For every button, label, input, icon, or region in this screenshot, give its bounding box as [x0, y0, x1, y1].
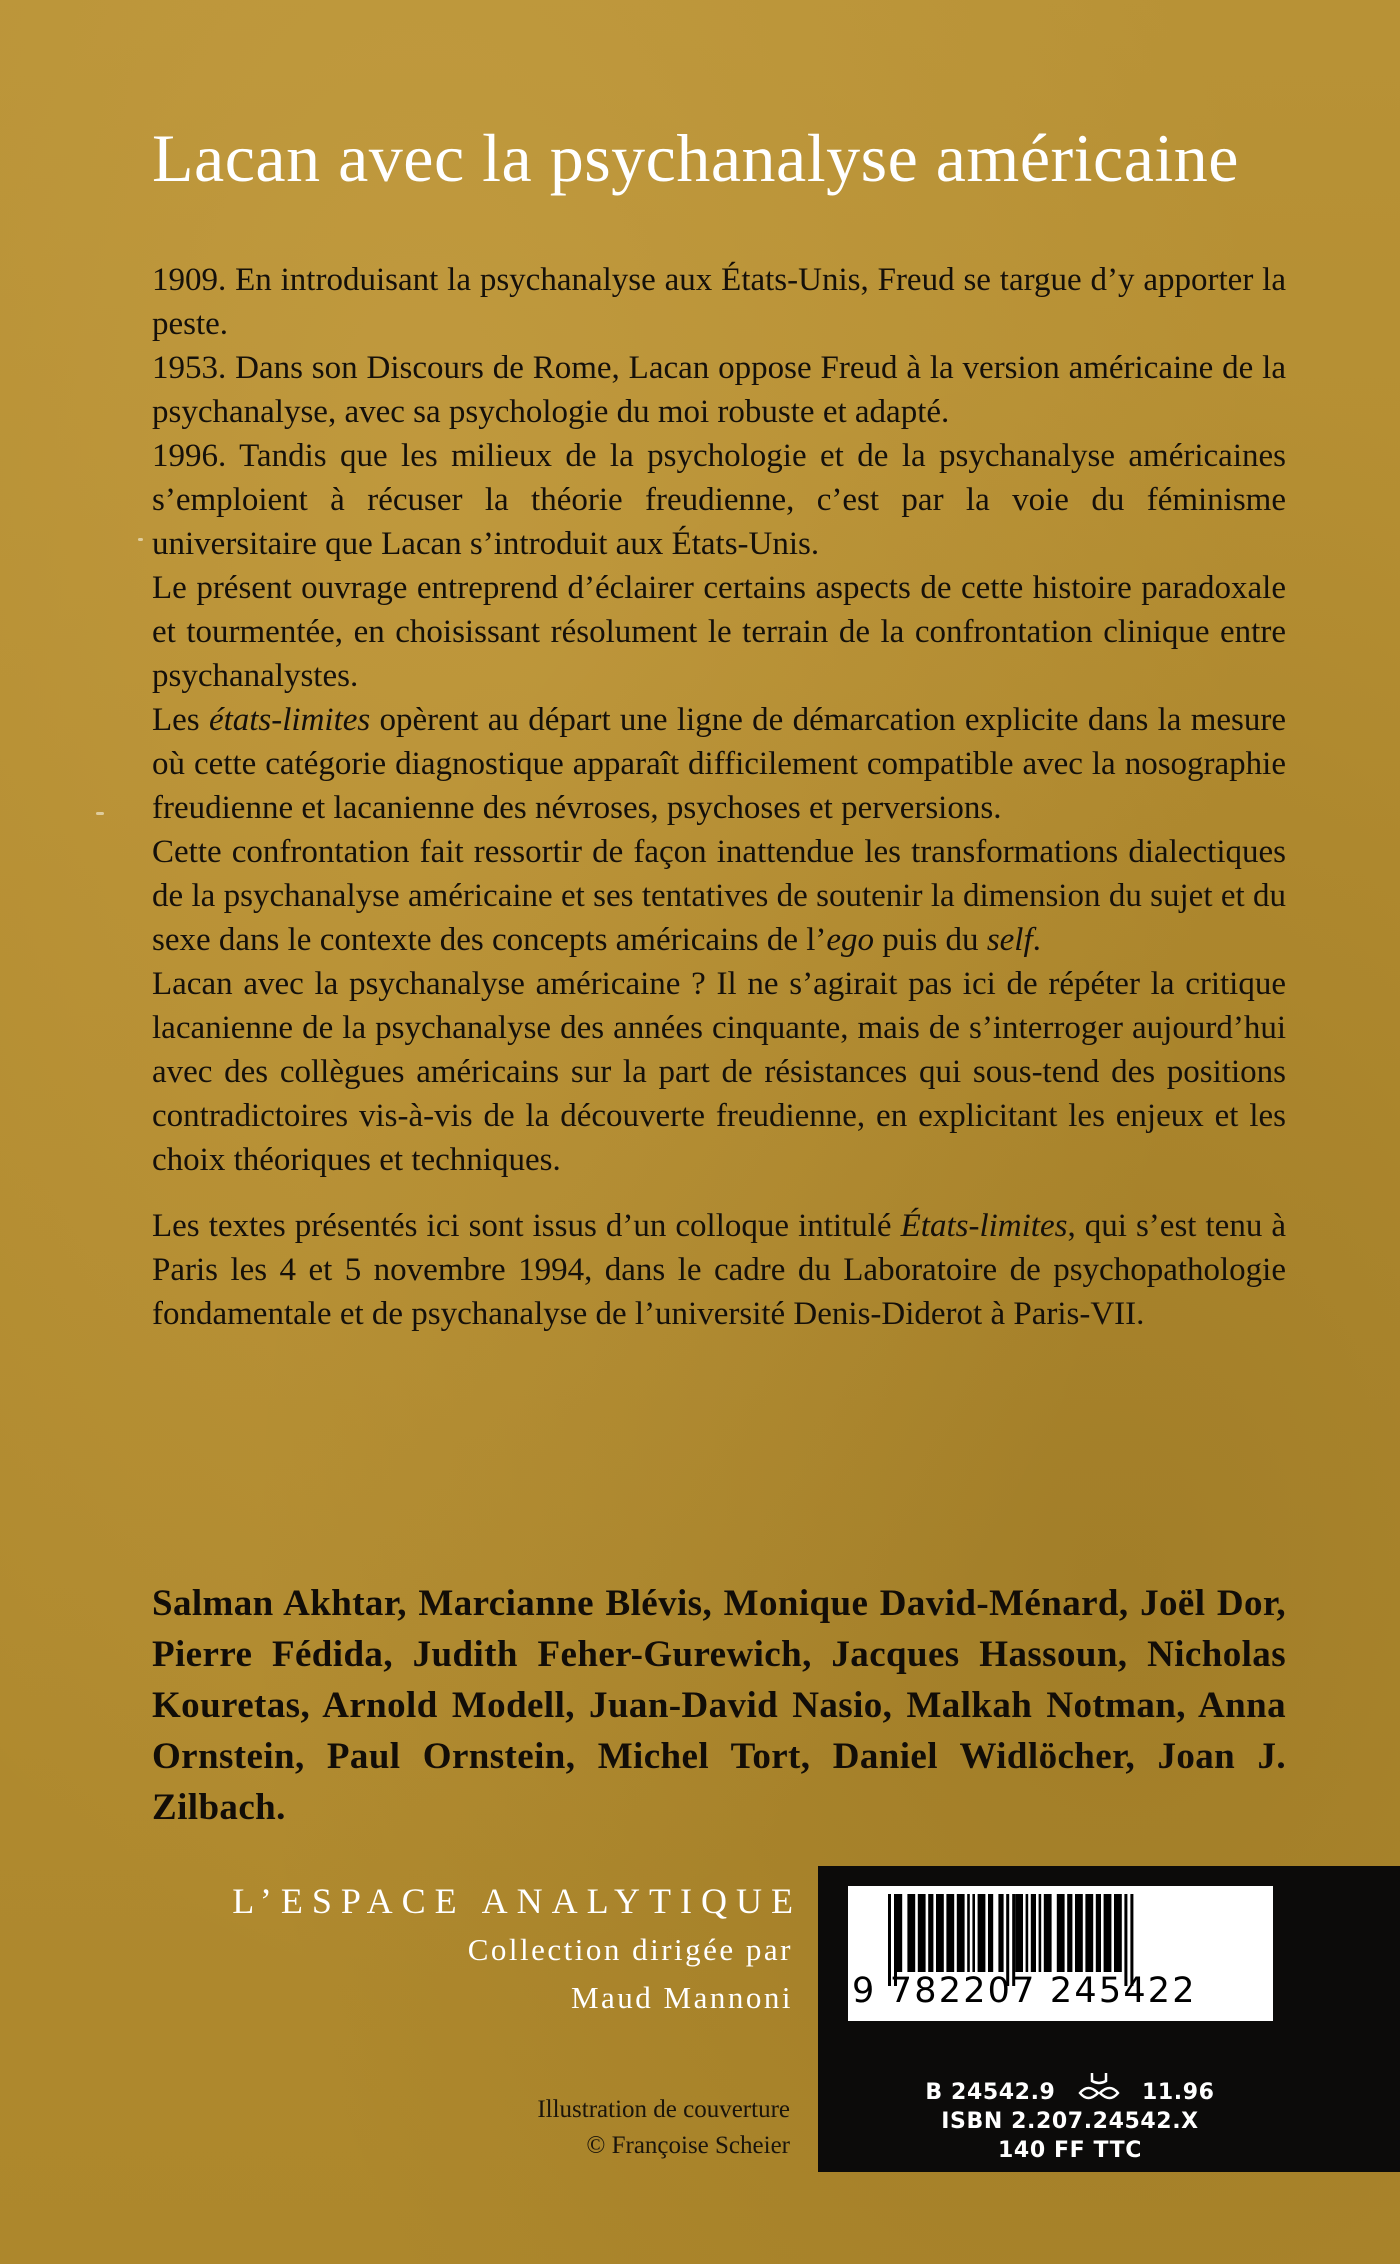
barcode-panel [848, 1886, 1273, 2021]
barcode-digits: 9 782207 245422 [852, 1971, 1197, 2011]
paper-speck [138, 538, 143, 541]
barcode-bar [957, 1894, 965, 1972]
publisher-logo-icon [1074, 2071, 1124, 2107]
paragraph-colloque: Les textes présentés ici sont issus d’un colloque intitulé États-limites, qui s’est tenu à Paris les 4 et 5 novembre 1994, dans le cadre du Laboratoire de psychopathologie fondamentale et de psychanalyse de l’université Denis-Diderot à Paris-VII. [152, 1208, 1287, 1332]
paragraph-present-work: Le présent ouvrage entreprend d’éclairer certains aspects de cette histoire paradoxale et tourmentée, en choisissant résolument le terrain de la confrontation clinique entre psychanalystes. [152, 570, 1286, 694]
barcode-bar [988, 1894, 993, 1972]
barcode-bar [1044, 1894, 1052, 1972]
barcode-bar [1026, 1894, 1029, 1972]
paper-speck [96, 812, 104, 815]
barcode-bar [1067, 1894, 1072, 1972]
paragraph-1953: 1953. Dans son Discours de Rome, Lacan oppose Freud à la version américaine de la psychanalyse, avec sa psychologie du moi robuste et adapté. [152, 350, 1286, 430]
barcode-bar [936, 1894, 944, 1972]
book-title: Lacan avec la psychanalyse américaine [152, 120, 1239, 196]
barcode-bar [1057, 1894, 1065, 1972]
barcode-bar [972, 1894, 975, 1972]
barcode-bar [1015, 1894, 1023, 1972]
barcode-bar [907, 1894, 915, 1972]
paragraph-1909: 1909. En introduisant la psychanalyse aux États-Unis, Freud se targue d’y apporter la peste. [152, 262, 1286, 342]
paragraph-confrontation: Cette confrontation fait ressortir de façon inattendue les transformations dialectiques de la psychanalyse américaine et ses tentatives de soutenir la dimension du sujet et du sexe dans le contexte des concepts américains de l’ego puis du self. [152, 834, 1286, 958]
date-code: 11.96 [1141, 2080, 1215, 2105]
series-name: L’ESPACE ANALYTIQUE [232, 1881, 802, 1921]
series-block [232, 1876, 802, 2022]
barcode-bar [928, 1894, 933, 1972]
barcode-bar [978, 1894, 986, 1972]
paragraph-etats-limites: Les états-limites opèrent au départ une ligne de démarcation explicite dans la mesure où cette catégorie diagnostique apparaît difficilement compatible avec la nosographie freudienne et lacanienne des névroses, psychoses et perversions. [152, 702, 1286, 826]
barcode-bar [918, 1894, 926, 1972]
paragraph-1996: 1996. Tandis que les milieux de la psychologie et de la psychanalyse américaines s’emploient à récuser la théorie freudienne, c’est par la voie du féminisme universitaire que Lacan s’introduit aux États-Unis. [152, 438, 1286, 562]
barcode-bar [1075, 1894, 1083, 1972]
blurb-text [152, 258, 1286, 1336]
barcode-bar [967, 1894, 970, 1972]
barcode-box [818, 1866, 1400, 2172]
credit-artist: © Françoise Scheier [586, 2132, 790, 2159]
ref-code: B 24542.9 [925, 2080, 1056, 2105]
series-director-label: Collection dirigée par [467, 1932, 793, 1967]
barcode-bar [998, 1894, 1003, 1972]
barcode-bar [897, 1894, 902, 1972]
barcode-bar [1085, 1894, 1093, 1972]
paragraph-question: Lacan avec la psychanalyse américaine ? Il ne s’agirait pas ici de répéter la critique lacanienne de la psychanalyse des années cinquante, mais de s’interroger aujourd’hui avec des collègues américains sur la part de résistances qui sous-tend des positions contradictoires vis-à-vis de la découverte freudienne, en explicitant les enjeux et les choix théoriques et techniques. [152, 966, 1286, 1178]
authors-list: Salman Akhtar, Marcianne Blévis, Monique David-Ménard, Joël Dor, Pierre Fédida, Judith Feher-Gurewich, Jacques Hassoun, Nicholas Kouretas, Arnold Modell, Juan-David Nasio, Malkah Notman, Anna Ornstein, Paul Ornstein, Michel Tort, Daniel Widlöcher, Joan J. Zilbach. [152, 1583, 1286, 1828]
barcode-bar [1104, 1894, 1112, 1972]
barcode-bar [1114, 1894, 1122, 1972]
product-codes [860, 2071, 1280, 2165]
price: 140 FF TTC [998, 2138, 1142, 2163]
credit-label: Illustration de couverture [537, 2096, 790, 2123]
barcode-bar [1039, 1894, 1042, 1972]
isbn: ISBN 2.207.24542.X [941, 2109, 1199, 2134]
barcode-bar [1096, 1894, 1101, 1972]
series-director-name: Maud Mannoni [570, 1980, 793, 2015]
illustration-credit [537, 2092, 790, 2164]
barcode-bar [1031, 1894, 1036, 1972]
ref-code-row [860, 2071, 1280, 2107]
barcode-bar [946, 1894, 954, 1972]
